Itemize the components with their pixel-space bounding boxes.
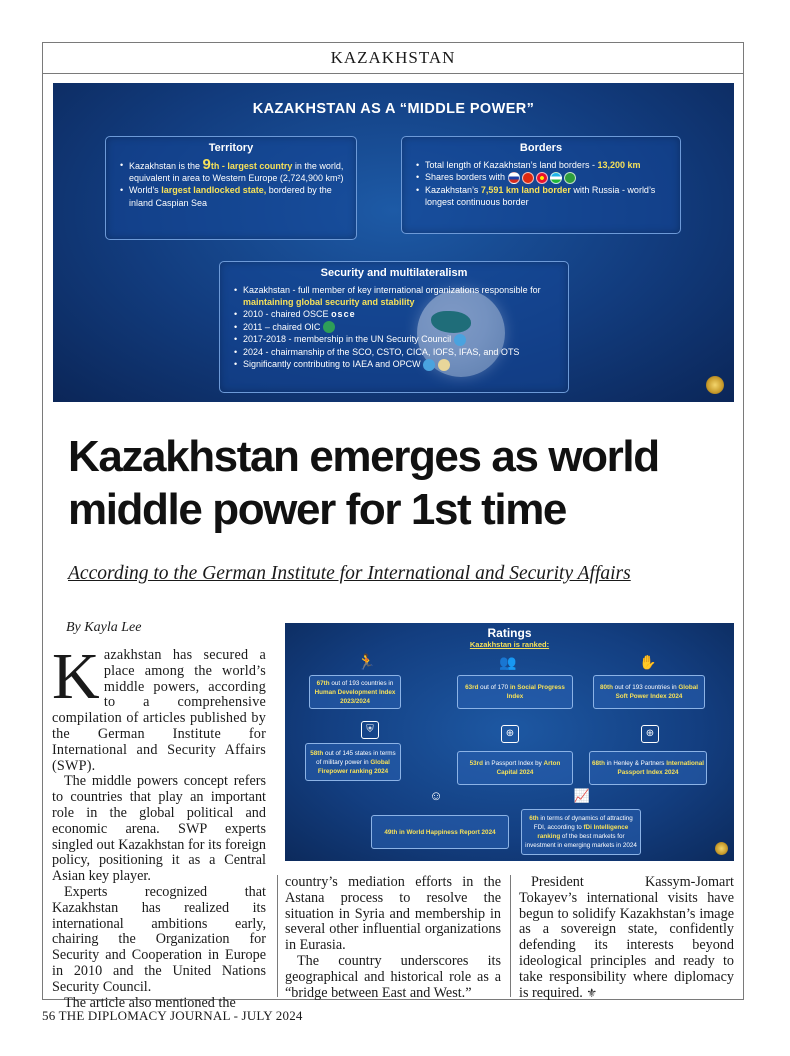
- security-bullet-1: • Kazakhstan - full member of key international organizations responsible for maintaining global security and stability: [234, 284, 560, 308]
- paragraph-3: Experts recognized that Kazakhstan has realized its international ambitions early, chairing the Organization for Security and Cooperation in Europe in 2010 and the United Nations Security Council.: [52, 883, 266, 995]
- article-subtitle: According to the German Institute for International and Security Affairs: [68, 563, 631, 584]
- uzbekistan-flag-icon: [550, 172, 562, 184]
- territory-bullet-2: • World’s largest landlocked state, bordered by the inland Caspian Sea: [120, 184, 348, 208]
- security-bullet-2: • 2010 - chaired OSCE osce: [234, 308, 560, 320]
- state-emblem-icon: [706, 376, 724, 394]
- runner-icon: 🏃: [357, 654, 376, 671]
- text-column-2: [285, 875, 501, 1001]
- security-bullet-4: • 2017-2018 - membership in the UN Security Council: [234, 333, 560, 346]
- security-bullet-3: • 2011 – chaired OIC: [234, 321, 560, 334]
- rating-arton-passport: 53rd in Passport Index by Arton Capital 2024: [457, 751, 573, 785]
- turkmenistan-flag-icon: [564, 172, 576, 184]
- rating-fdi-intelligence: 6th in terms of dynamics of attracting FDI, according to fDi Intelligence ranking of the best markets for investment in emerging markets in 2024: [521, 809, 641, 855]
- territory-title: Territory: [208, 142, 254, 154]
- opcw-emblem-icon: [438, 359, 450, 371]
- borders-bullet-2: • Shares borders with: [416, 171, 672, 184]
- byline: By Kayla Lee: [66, 620, 142, 635]
- rating-human-development: 67th out of 193 countries in Human Development Index 2023/2024: [309, 675, 401, 709]
- page-footer: 56 THE DIPLOMACY JOURNAL - JULY 2024: [42, 1008, 303, 1023]
- rating-soft-power: 80th out of 193 countries in Global Soft Power Index 2024: [593, 675, 705, 709]
- article-headline: Kazakhstan emerges as world middle power for 1st time: [68, 432, 659, 534]
- ratings-infographic: [285, 623, 734, 861]
- text-column-1: [52, 640, 266, 1011]
- security-bullet-6: • Significantly contributing to IAEA and OPCW: [234, 358, 560, 371]
- paragraph-4-start: The article also mentioned the: [64, 994, 236, 1011]
- security-panel: [219, 261, 569, 393]
- paragraph-1: Kazakhstan has secured a place among the world’s middle powers, according to a comprehensive compilation of articles published by the German Institute for International and Security Affairs (SWP).: [52, 640, 266, 774]
- smile-icon: ☺: [429, 788, 443, 803]
- text-column-3: [519, 875, 734, 1001]
- growth-chart-icon: 📈: [573, 788, 591, 803]
- ratings-title: Ratings: [487, 626, 532, 640]
- dropcap: K: [52, 640, 100, 713]
- infographic-title: KAZAKHSTAN AS A “MIDDLE POWER”: [252, 101, 535, 117]
- state-emblem-icon: [715, 842, 728, 855]
- section-header: KAZAKHSTAN: [42, 42, 744, 74]
- borders-bullet-3: • Kazakhstan’s 7,591 km land border with Russia - world’s longest continuous border: [416, 184, 672, 208]
- end-mark-icon: ⚜: [586, 985, 598, 1000]
- people-icon: 👥: [499, 654, 517, 670]
- ratings-subtitle: Kazakhstan is ranked:: [469, 640, 550, 649]
- column-divider: [510, 875, 511, 997]
- osce-logo: osce: [331, 309, 356, 320]
- globe-passport-icon: ⊕: [641, 725, 659, 743]
- middle-power-infographic: [53, 83, 734, 402]
- borders-title: Borders: [519, 142, 563, 154]
- paragraph-2: The middle powers concept refers to countries that play an important role in the global political and economic arena. SWP experts singled out Kazakhstan for its foreign policy, positioning it as a Central Asian key player.: [52, 773, 266, 885]
- shield-icon: ⛨: [361, 721, 379, 739]
- borders-bullet-1: • Total length of Kazakhstan’s land borders - 13,200 km: [416, 159, 672, 171]
- column-divider: [277, 875, 278, 997]
- borders-panel: [401, 136, 681, 234]
- paragraph-4-end: country’s mediation efforts in the Astana process to resolve the situation in Syria and membership in several other influential organizations in Eurasia.: [285, 874, 501, 954]
- un-emblem-icon: [454, 334, 466, 346]
- rating-global-firepower: 58th out of 145 states in terms of military power in Global Firepower ranking 2024: [305, 743, 401, 781]
- russia-flag-icon: [508, 172, 520, 184]
- hand-icon: ✋: [639, 654, 657, 670]
- oic-emblem-icon: [323, 321, 335, 333]
- territory-bullet-1: • Kazakhstan is the 9th - largest country in the world, equivalent in area to Western Europe (2,724,900 km²): [120, 159, 348, 184]
- rating-henley-passport: 68th in Henley & Partners International Passport Index 2024: [589, 751, 707, 785]
- rating-social-progress: 63rd out of 170 in Social Progress Index: [457, 675, 573, 709]
- china-flag-icon: [522, 172, 534, 184]
- passport-icon: ⊕: [501, 725, 519, 743]
- rating-world-happiness: 49th in World Happiness Report 2024: [371, 815, 509, 849]
- iaea-emblem-icon: [423, 359, 435, 371]
- paragraph-5: The country underscores its geographical and historical role as a “bridge between East and West.”: [285, 952, 501, 1001]
- territory-panel: [105, 136, 357, 240]
- paragraph-6: President Kassym-Jomart Tokayev’s international visits have begun to solidify Kazakhstan’s image as a sovereign state, confidently defending its interests beyond ideological principles and ready to take responsibility where diplomacy is required. ⚜: [519, 874, 734, 1001]
- security-bullet-5: • 2024 - chairmanship of the SCO, CSTO, CICA, IOFS, IFAS, and OTS: [234, 346, 560, 358]
- kyrgyzstan-flag-icon: [536, 172, 548, 184]
- security-title: Security and multilateralism: [320, 267, 468, 279]
